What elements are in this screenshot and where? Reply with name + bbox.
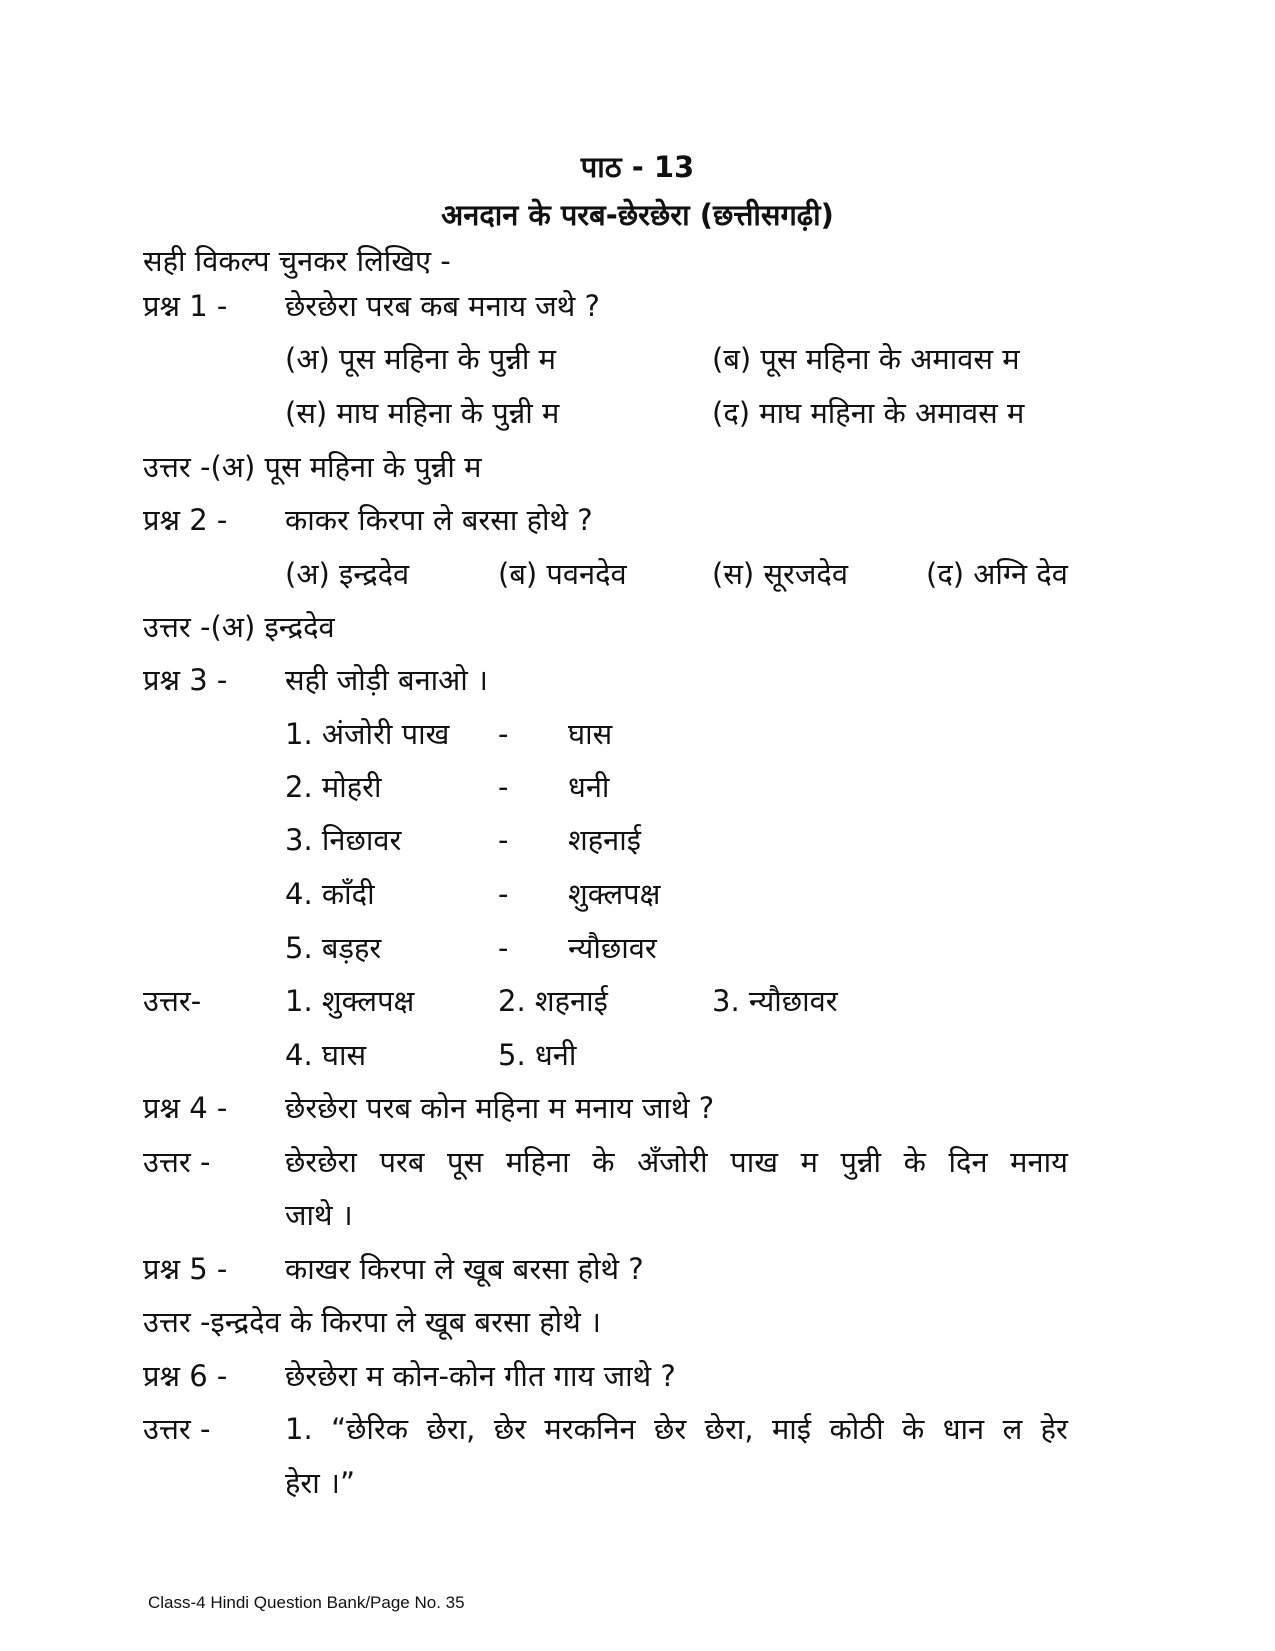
- answer-item: 2. शहनाई: [498, 984, 608, 1018]
- answer: उत्तर -इन्द्रदेव के किरपा ले खूब बरसा होथे ।: [143, 1305, 601, 1339]
- answer-word: महिना: [505, 1145, 570, 1179]
- answer-word: हेर: [1040, 1412, 1068, 1446]
- answer-word: पूस: [447, 1145, 484, 1179]
- answer-word: छेरछेरा: [285, 1145, 357, 1179]
- pair-dash: -: [498, 823, 509, 857]
- answer-word: 1.: [285, 1412, 313, 1446]
- pair-left: 5. बड़हर: [285, 931, 382, 965]
- answer-word: माई: [771, 1412, 812, 1446]
- pair-dash: -: [498, 877, 509, 911]
- answer-word: छेरा,: [426, 1412, 476, 1446]
- option: (स) माघ महिना के पुन्नी म: [285, 396, 560, 430]
- pair-dash: -: [498, 770, 509, 804]
- question-text: काकर किरपा ले बरसा होथे ?: [285, 503, 593, 537]
- answer-word: मनाय: [1010, 1145, 1068, 1179]
- question-text: छेरछेरा परब कोन महिना म मनाय जाथे ?: [285, 1091, 715, 1125]
- answer-item: 4. घास: [285, 1038, 367, 1072]
- question-label: प्रश्न 6 -: [143, 1359, 228, 1393]
- option: (अ) इन्द्रदेव: [285, 557, 410, 591]
- pair-left: 4. काँदी: [285, 877, 375, 911]
- pair-right: धनी: [568, 770, 610, 804]
- page-footer: Class-4 Hindi Question Bank/Page No. 35: [148, 1593, 465, 1612]
- answer: उत्तर -(अ) इन्द्रदेव: [143, 610, 335, 644]
- answer-word: के: [902, 1412, 925, 1446]
- option: (ब) पवनदेव: [498, 557, 627, 591]
- answer: उत्तर -(अ) पूस महिना के पुन्नी म: [143, 450, 482, 484]
- answer-word: छेर: [493, 1412, 527, 1446]
- option: (अ) पूस महिना के पुन्नी म: [285, 342, 556, 376]
- answer-label: उत्तर -: [143, 1412, 211, 1446]
- option: (द) अग्नि देव: [926, 557, 1068, 591]
- question-text: काखर किरपा ले खूब बरसा होथे ?: [285, 1252, 644, 1286]
- lesson-title: अनदान के परब-छेरछेरा (छत्तीसगढ़ी): [441, 198, 834, 232]
- question-text: छेरछेरा परब कब मनाय जथे ?: [285, 289, 600, 323]
- answer-word: पुन्नी: [840, 1145, 882, 1179]
- question-label: प्रश्न 3 -: [143, 663, 228, 697]
- question-label: प्रश्न 1 -: [143, 289, 228, 323]
- question-label: प्रश्न 5 -: [143, 1252, 228, 1286]
- pair-left: 1. अंजोरी पाख: [285, 717, 450, 751]
- answer-label: उत्तर -: [143, 1145, 211, 1179]
- pair-right: न्यौछावर: [568, 931, 657, 965]
- answer-item: 1. शुक्लपक्ष: [285, 984, 415, 1018]
- answer-word: के: [592, 1145, 615, 1179]
- pair-dash: -: [498, 717, 509, 751]
- pair-right: शुक्लपक्ष: [568, 877, 661, 911]
- option: (ब) पूस महिना के अमावस म: [712, 342, 1020, 376]
- answer-word: अँजोरी: [637, 1145, 708, 1179]
- answer-word: छेरा,: [704, 1412, 754, 1446]
- pair-left: 3. निछावर: [285, 823, 402, 857]
- lesson-number: पाठ - 13: [580, 150, 695, 184]
- answer-word: धान: [942, 1412, 985, 1446]
- answer-item: 3. न्यौछावर: [712, 984, 838, 1018]
- answer-text: [285, 1409, 1068, 1449]
- answer-word: ल: [1002, 1412, 1023, 1446]
- pair-dash: -: [498, 931, 509, 965]
- answer-word: “छेरिक: [331, 1412, 409, 1446]
- answer-word: के: [903, 1145, 926, 1179]
- answer-text-continued: जाथे ।: [285, 1198, 353, 1232]
- answer-text: [285, 1142, 1068, 1182]
- answer-word: परब: [379, 1145, 425, 1179]
- answer-word: पाख: [730, 1145, 778, 1179]
- pair-right: घास: [568, 717, 613, 751]
- option: (द) माघ महिना के अमावस म: [712, 396, 1025, 430]
- question-text: सही जोड़ी बनाओ ।: [285, 663, 489, 697]
- answer-word: म: [800, 1145, 818, 1179]
- pair-right: शहनाई: [568, 823, 641, 857]
- question-label: प्रश्न 2 -: [143, 503, 228, 537]
- option: (स) सूरजदेव: [712, 557, 848, 591]
- answer-text-continued: हेरा ।”: [285, 1466, 356, 1500]
- answer-item: 5. धनी: [498, 1038, 577, 1072]
- answer-word: दिन: [948, 1145, 988, 1179]
- answer-word: छेर: [654, 1412, 687, 1446]
- answer-label: उत्तर-: [143, 984, 202, 1018]
- instruction: सही विकल्प चुनकर लिखिए -: [143, 244, 451, 278]
- pair-left: 2. मोहरी: [285, 770, 382, 804]
- answer-word: मरकनिन: [544, 1412, 636, 1446]
- question-text: छेरछेरा म कोन-कोन गीत गाय जाथे ?: [285, 1359, 676, 1393]
- answer-word: कोठी: [829, 1412, 884, 1446]
- question-label: प्रश्न 4 -: [143, 1091, 228, 1125]
